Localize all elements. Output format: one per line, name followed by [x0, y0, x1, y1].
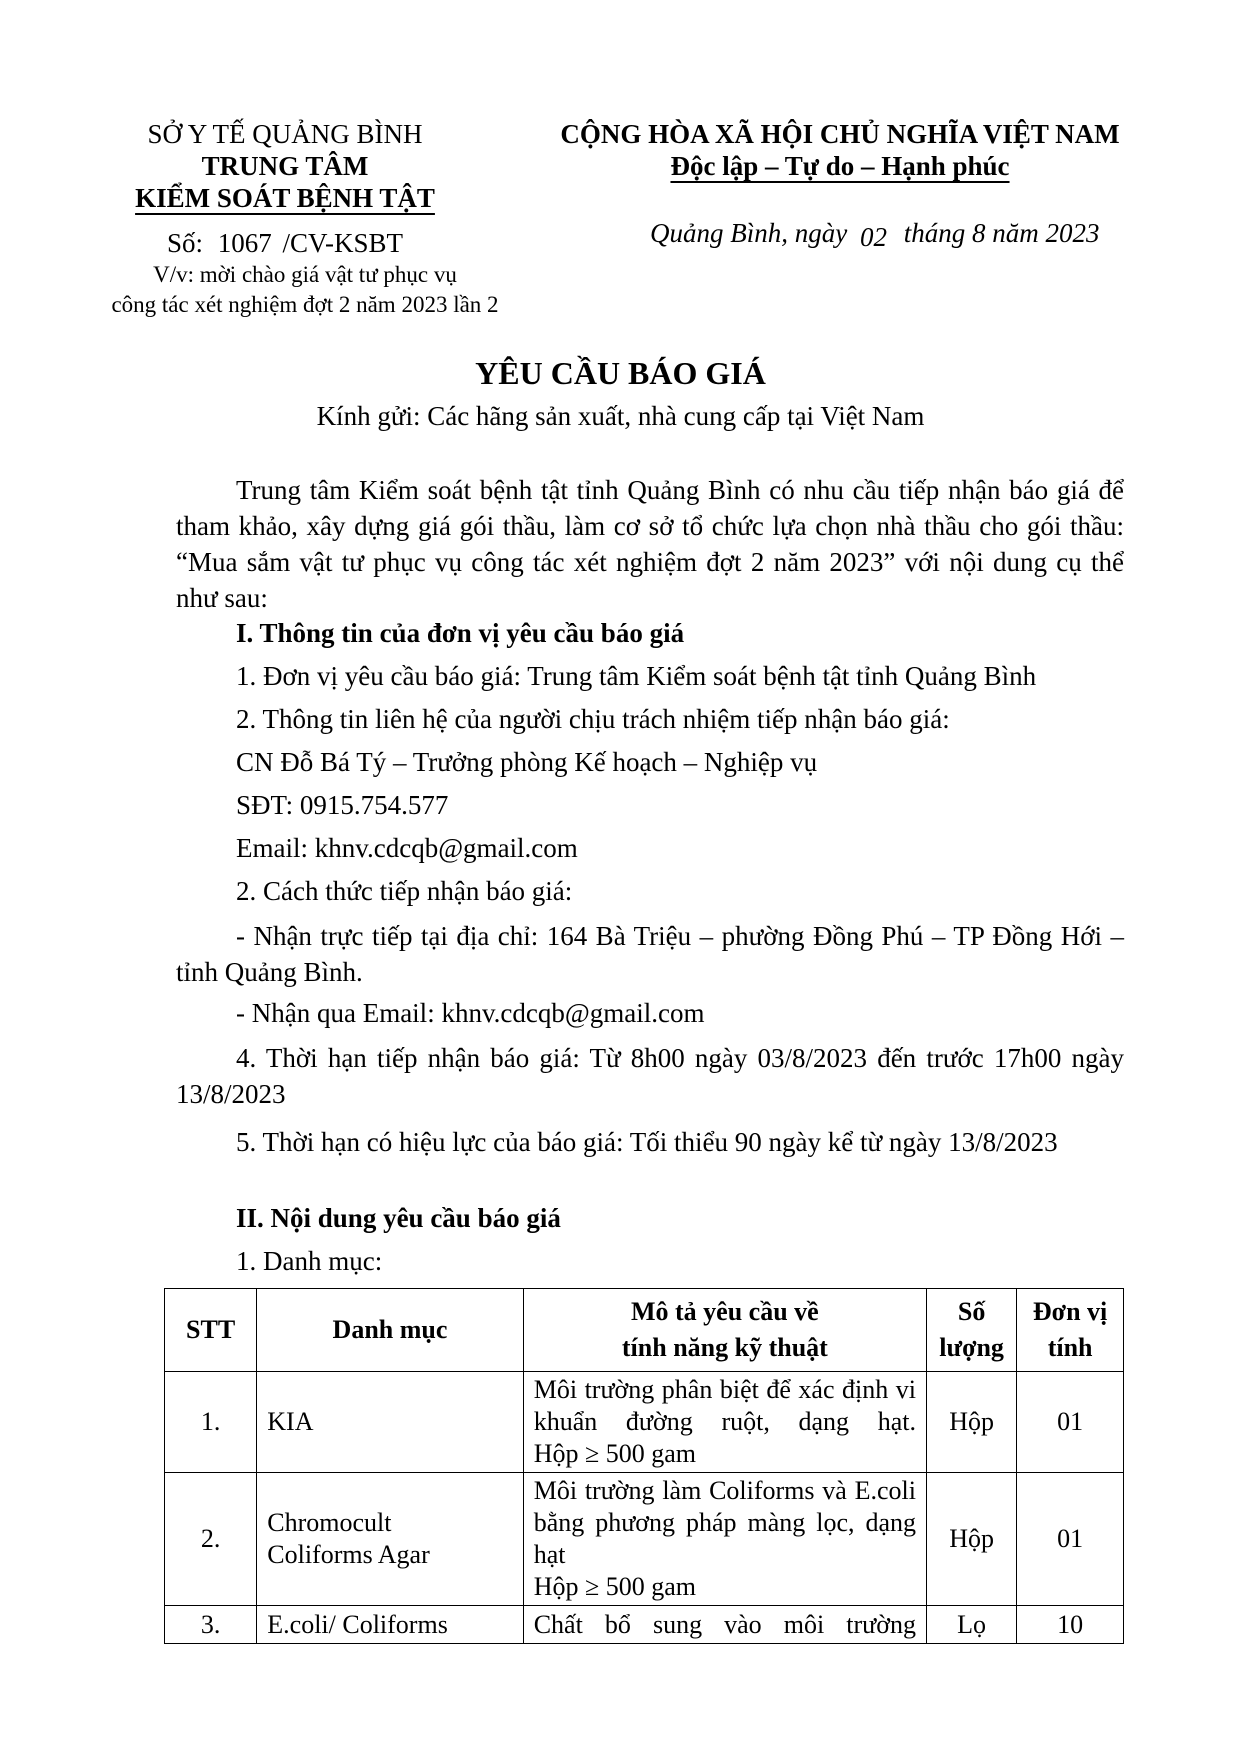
header-desc-line2: tính năng kỹ thuật [621, 1333, 828, 1362]
row2-desc-last: Hộp ≥ 500 gam [533, 1572, 697, 1601]
receive-method-direct: - Nhận trực tiếp tại địa chỉ: 164 Bà Triệu – phường Đồng Phú – TP Đồng Hới – tỉnh Quảng Bình. [176, 921, 1124, 987]
date-suffix: tháng 8 năm 2023 [903, 218, 1100, 248]
row3-name: E.coli/ Coliforms [257, 1606, 523, 1644]
row2-qty: Hộp [927, 1473, 1017, 1606]
header-unit-line2: tính [1047, 1333, 1093, 1362]
section1-heading: I. Thông tin của đơn vị yêu cầu báo giá [236, 618, 685, 648]
section1-item5: 5. Thời hạn có hiệu lực của báo giá: Tối thiểu 90 ngày kể từ ngày 13/8/2023 [236, 1127, 1058, 1157]
header-unit [1017, 1289, 1124, 1372]
row3-stt: 3. [165, 1606, 257, 1644]
contact-phone: SĐT: 0915.754.577 [236, 790, 449, 820]
section2-sub1: 1. Danh mục: [236, 1246, 383, 1276]
issuer-org-line1: TRUNG TÂM [201, 151, 369, 181]
row3-qty: Lọ [927, 1606, 1017, 1644]
row1-desc-main: Môi trường phân biệt để xác định vi khuẩn đường ruột, dạng hạt. [533, 1375, 916, 1436]
date-prefix: Quảng Bình, ngày [650, 218, 848, 248]
subject-line1: V/v: mời chào giá vật tư phục vụ [153, 262, 457, 287]
row3-desc: Chất bổ sung vào môi trường [523, 1606, 926, 1644]
date-day: 02 [859, 222, 887, 252]
contact-email: Email: khnv.cdcqb@gmail.com [236, 833, 578, 863]
contact-name: CN Đỗ Bá Tý – Trưởng phòng Kế hoạch – Nghiệp vụ [236, 747, 818, 777]
nation-motto: Độc lập – Tự do – Hạnh phúc [670, 151, 1010, 181]
row1-stt: 1. [165, 1372, 257, 1473]
row2-stt: 2. [165, 1473, 257, 1606]
section2-heading: II. Nội dung yêu cầu báo giá [236, 1203, 561, 1233]
row1-name: KIA [257, 1372, 523, 1473]
receive-method-email: - Nhận qua Email: khnv.cdcqb@gmail.com [236, 998, 705, 1028]
document-date [650, 218, 1100, 252]
nation-title: CỘNG HÒA XÃ HỘI CHỦ NGHĨA VIỆT NAM [560, 119, 1120, 149]
issuer-block [85, 118, 485, 214]
header-qty-line2: lượng [939, 1333, 1004, 1362]
header-unit-line1: Đơn vị [1032, 1297, 1108, 1326]
header-stt: STT [165, 1289, 257, 1372]
section1-item1: 1. Đơn vị yêu cầu báo giá: Trung tâm Kiểm soát bệnh tật tỉnh Quảng Bình [236, 661, 1037, 691]
section1-item3: 2. Cách thức tiếp nhận báo giá: [236, 876, 573, 906]
document-title: YÊU CẦU BÁO GIÁ [475, 355, 766, 391]
subject-block [85, 260, 525, 320]
row1-desc-last: Hộp ≥ 500 gam [533, 1439, 697, 1468]
document-number [85, 228, 485, 259]
nation-block [520, 118, 1160, 182]
row2-unit: 01 [1017, 1473, 1124, 1606]
row2-name [257, 1473, 523, 1606]
document-number-value: 1067 [217, 228, 272, 258]
issuer-org-line2: KIỂM SOÁT BỆNH TẬT [135, 183, 435, 213]
row2-name-line1: Chromocult [267, 1508, 392, 1537]
header-name: Danh mục [257, 1289, 523, 1372]
document-number-suffix: /CV-KSBT [282, 228, 404, 258]
header-desc-line1: Mô tả yêu cầu về [630, 1297, 819, 1326]
issuer-department: SỞ Y TẾ QUẢNG BÌNH [147, 119, 423, 149]
items-table [164, 1288, 1124, 1644]
row2-desc [523, 1473, 926, 1606]
table-row [165, 1473, 1124, 1606]
recipient-line: Kính gửi: Các hãng sản xuất, nhà cung cấp tại Việt Nam [316, 401, 925, 431]
table-header-row [165, 1289, 1124, 1372]
intro-paragraph: Trung tâm Kiểm soát bệnh tật tỉnh Quảng Bình có nhu cầu tiếp nhận báo giá để tham khảo, xây dựng giá gói thầu, làm cơ sở tổ chức lựa chọn nhà thầu cho gói thầu: “Mua sắm vật tư phục vụ công tác xét nghiệm đợt 2 năm 2023” với nội dung cụ thể như sau: [176, 475, 1124, 613]
row3-unit: 10 [1017, 1606, 1124, 1644]
header-qty [927, 1289, 1017, 1372]
row1-desc [523, 1372, 926, 1473]
header-desc [523, 1289, 926, 1372]
row1-unit: 01 [1017, 1372, 1124, 1473]
header-qty-line1: Số [957, 1297, 986, 1326]
table-row [165, 1372, 1124, 1473]
document-number-label: Số: [166, 228, 203, 258]
row2-desc-main: Môi trường làm Coliforms và E.coli bằng phương pháp màng lọc, dạng hạt [533, 1476, 916, 1569]
section1-item2: 2. Thông tin liên hệ của người chịu trách nhiệm tiếp nhận báo giá: [236, 704, 950, 734]
section1-item4: 4. Thời hạn tiếp nhận báo giá: Từ 8h00 ngày 03/8/2023 đến trước 17h00 ngày 13/8/2023 [176, 1043, 1124, 1109]
table-row [165, 1606, 1124, 1644]
subject-line2: công tác xét nghiệm đợt 2 năm 2023 lần 2 [111, 292, 499, 317]
row1-qty: Hộp [927, 1372, 1017, 1473]
row2-name-line2: Coliforms Agar [267, 1540, 430, 1569]
